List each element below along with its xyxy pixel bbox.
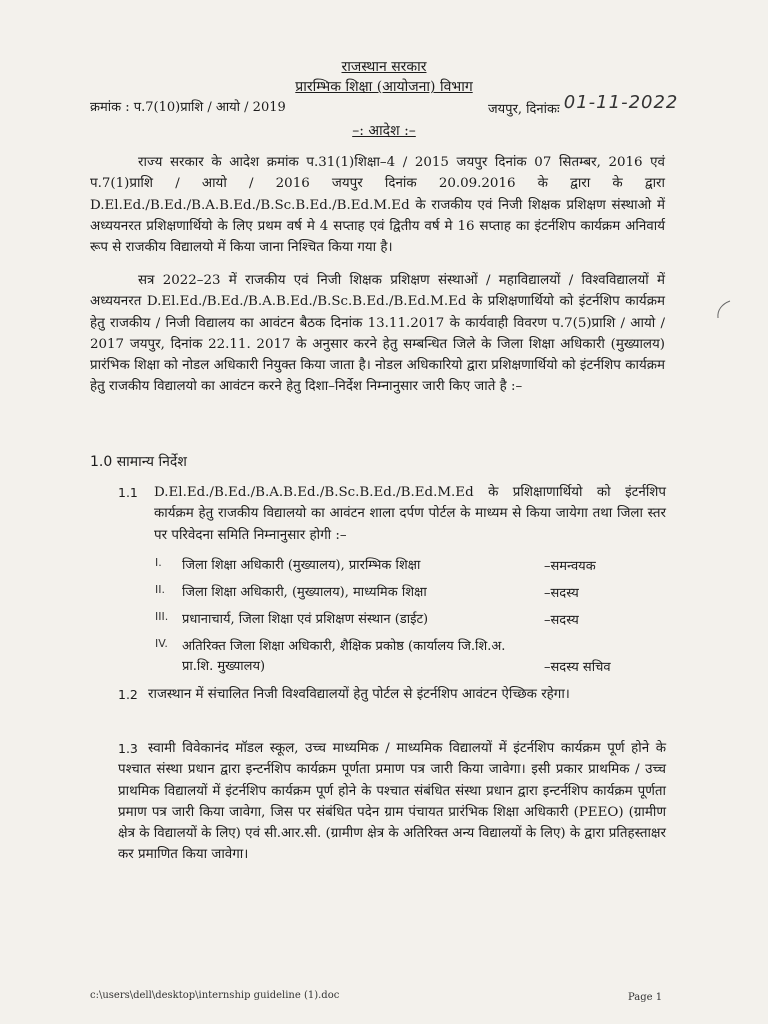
order-title: –: आदेश :– <box>352 123 416 139</box>
govt-title: राजस्थान सरकार <box>341 59 427 75</box>
item-1-2 <box>118 684 666 705</box>
member-name: जिला शिक्षा अधिकारी, (मुख्यालय), माध्यमिक शिक्षा <box>182 585 427 600</box>
paragraph-2: सत्र 2022–23 में राजकीय एवं निजी शिक्षक प्रशिक्षण संस्थाओं / महाविद्यालयों / विश्वविद्यालयों में अध्ययनरत D.El.Ed./B.Ed./B.A.B.Ed./B.Sc.B.Ed./B.Ed.M.Ed के प्रशिक्षणार्थियो को इंटर्नशिप कार्यक्रम हेतु राजकीय / निजी विद्यालय का आवंटन बैठक दिनांक 13.11.2017 के कार्यवाही विवरण प.7(5)प्राशि / आयो / 2017 जयपुर, दिनांक 22.11. 2017 के अनुसार करने हेतु सम्बन्धित जिले के जिला शिक्षा अधिकारी (मुख्यालय) प्रारंभिक शिक्षा को नोडल अधिकारी नियुक्त किया जाता है। नोडल अधिकारियो द्वारा प्रशिक्षणार्थियो को इंटर्नशिप कार्यक्रम हेतु राजकीय विद्यालयो का आवंटन करने हेतु दिशा–निर्देश निम्नानुसार जारी किए जाते है :– <box>90 273 665 395</box>
member-numeral: III. <box>155 610 169 623</box>
item-text: D.El.Ed./B.Ed./B.A.B.Ed./B.Sc.B.Ed./B.Ed.M.Ed के प्रशिक्षाणार्थियो को इंटर्नशिप कार्यक्रम हेतु राजकीय विद्यालयो का आवंटन शाला दर्पण पोर्टल के माध्यम से किया जायेगा तथा जिला स्तर पर परिवेदना समिति निम्नानुसार होगी :– <box>154 485 666 543</box>
item-1-1 <box>118 482 666 546</box>
member-name: जिला शिक्षा अधिकारी (मुख्यालय), प्रारम्भिक शिक्षा <box>182 558 421 573</box>
member-numeral: II. <box>155 583 165 596</box>
item-number: 1.1 <box>118 485 138 500</box>
handwritten-date: 01-11-2022 <box>563 92 679 113</box>
member-numeral: I. <box>155 556 162 569</box>
member-numeral: IV. <box>155 637 168 650</box>
item-text: स्वामी विवेकानंद मॉडल स्कूल, उच्च माध्यमिक / माध्यमिक विद्यालयों में इंटर्नशिप कार्यक्रम पूर्ण होने के पश्चात संस्था प्रधान द्वारा इन्टर्नशिप कार्यक्रम पूर्णता प्रमाण पत्र जारी किया जावेगा। इसी प्रकार प्राथमिक / उच्च प्राथमिक विद्यालयों में इंटर्नशिप कार्यक्रम पूर्ण होने के पश्चात संबंधित संस्था प्रधान द्वारा इन्टर्नशिप कार्यक्रम पूर्णता प्रमाण पत्र जारी किया जावेगा, जिस पर संबंधित पदेन ग्राम पंचायत प्रारंभिक शिक्षा अधिकारी (PEEO) (ग्रामीण क्षेत्र के विद्यालयों के लिए) एवं सी.आर.सी. (ग्रामीण क्षेत्र के अतिरिक्त अन्य विद्यालयों के लिए) के द्वारा प्रतिहस्ताक्षर कर प्रमाणित किया जावेगा। <box>118 741 666 863</box>
department-title: प्रारम्भिक शिक्षा (आयोजना) विभाग <box>295 79 473 95</box>
member-role: –सदस्य <box>544 586 579 601</box>
place-date <box>488 92 679 118</box>
pen-mark-icon <box>712 298 734 324</box>
item-number: 1.2 <box>118 687 138 702</box>
item-number: 1.3 <box>118 741 138 756</box>
member-role: –सदस्य <box>544 613 579 628</box>
place-date-label: जयपुर, दिनांकः <box>488 102 560 117</box>
member-name: अतिरिक्त जिला शिक्षा अधिकारी, शैक्षिक प्रकोष्ठ (कार्यालय जि.शि.अ. प्रा.शि. मुख्यालय) <box>182 639 506 674</box>
page-number: Page 1 <box>628 992 663 1003</box>
section-title: 1.0 सामान्य निर्देश <box>90 454 187 470</box>
file-path: c:\users\dell\desktop\internship guideline (1).doc <box>90 990 340 1001</box>
member-role: –समन्वयक <box>544 559 596 574</box>
item-text: राजस्थान में संचालित निजी विश्वविद्यालयों हेतु पोर्टल से इंटर्नशिप आवंटन ऐच्छिक रहेगा। <box>148 687 570 702</box>
reference-number: क्रमांक : प.7(10)प्राशि / आयो / 2019 <box>90 100 286 115</box>
item-1-3 <box>118 738 666 866</box>
member-role: –सदस्य सचिव <box>544 660 611 675</box>
paragraph-1: राज्य सरकार के आदेश क्रमांक प.31(1)शिक्षा–4 / 2015 जयपुर दिनांक 07 सितम्बर, 2016 एवं प.7(1)प्राशि / आयो / 2016 जयपुर दिनांक 20.09.2016 के द्वारा के द्वारा D.El.Ed./B.Ed./B.A.B.Ed./B.Sc.B.Ed./B.Ed.M.Ed के राजकीय एवं निजी शिक्षक प्रशिक्षण संस्थाओ में अध्ययनरत प्रशिक्षणार्थियो के लिए प्रथम वर्ष मे 4 सप्ताह एवं द्वितीय वर्ष मे 16 सप्ताह का इंटर्नशिप कार्यक्रम अनिवार्य रूप से राजकीय विद्यालयो में किया जाना निश्चित किया गया है। <box>90 155 665 256</box>
member-name: प्रधानाचार्य, जिला शिक्षा एवं प्रशिक्षण संस्थान (डाईट) <box>182 612 429 627</box>
